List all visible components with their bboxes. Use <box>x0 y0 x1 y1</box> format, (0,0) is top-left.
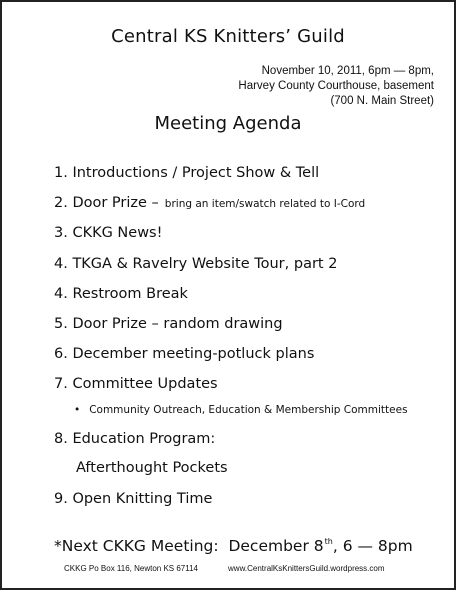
agenda-item-door-prize: 2. Door Prize – bring an item/swatch related to I-Cord <box>54 195 366 211</box>
agenda-item-website-tour: 4. TKGA & Ravelry Website Tour, part 2 <box>54 256 338 272</box>
meeting-location: Harvey County Courthouse, basement <box>238 80 434 92</box>
next-meeting: *Next CKKG Meeting: December 8th, 6 — 8pm <box>54 537 413 555</box>
agenda-item-committee-updates: 7. Committee Updates <box>54 376 218 392</box>
agenda-item-introductions: 1. Introductions / Project Show & Tell <box>54 165 320 181</box>
meeting-details <box>238 64 434 109</box>
agenda-item-random-drawing: 5. Door Prize – random drawing <box>54 316 283 332</box>
meeting-date-time: November 10, 2011, 6pm — 8pm, <box>261 65 434 77</box>
footer <box>64 564 385 573</box>
door-prize-note: bring an item/swatch related to I-Cord <box>164 198 366 210</box>
agenda-item-restroom-break: 4. Restroom Break <box>54 286 188 302</box>
footer-website: www.CentralKsKnittersGuild.wordpress.com <box>228 564 385 573</box>
agenda-item-potluck-plans: 6. December meeting-potluck plans <box>54 346 315 362</box>
program-title: Afterthought Pockets <box>76 460 228 476</box>
agenda-item-education-program: 8. Education Program: <box>54 431 216 447</box>
guild-title: Central KS Knitters’ Guild <box>111 26 345 47</box>
meeting-address: (700 N. Main Street) <box>330 95 434 107</box>
agenda-heading: Meeting Agenda <box>154 113 302 134</box>
agenda-item-open-knitting: 9. Open Knitting Time <box>54 491 213 507</box>
bullet-icon: • <box>74 404 81 416</box>
footer-address: CKKG Po Box 116, Newton KS 67114 <box>64 564 199 573</box>
committee-bullet: • Community Outreach, Education & Membership Committees <box>74 404 408 416</box>
agenda-item-news: 3. CKKG News! <box>54 225 163 241</box>
